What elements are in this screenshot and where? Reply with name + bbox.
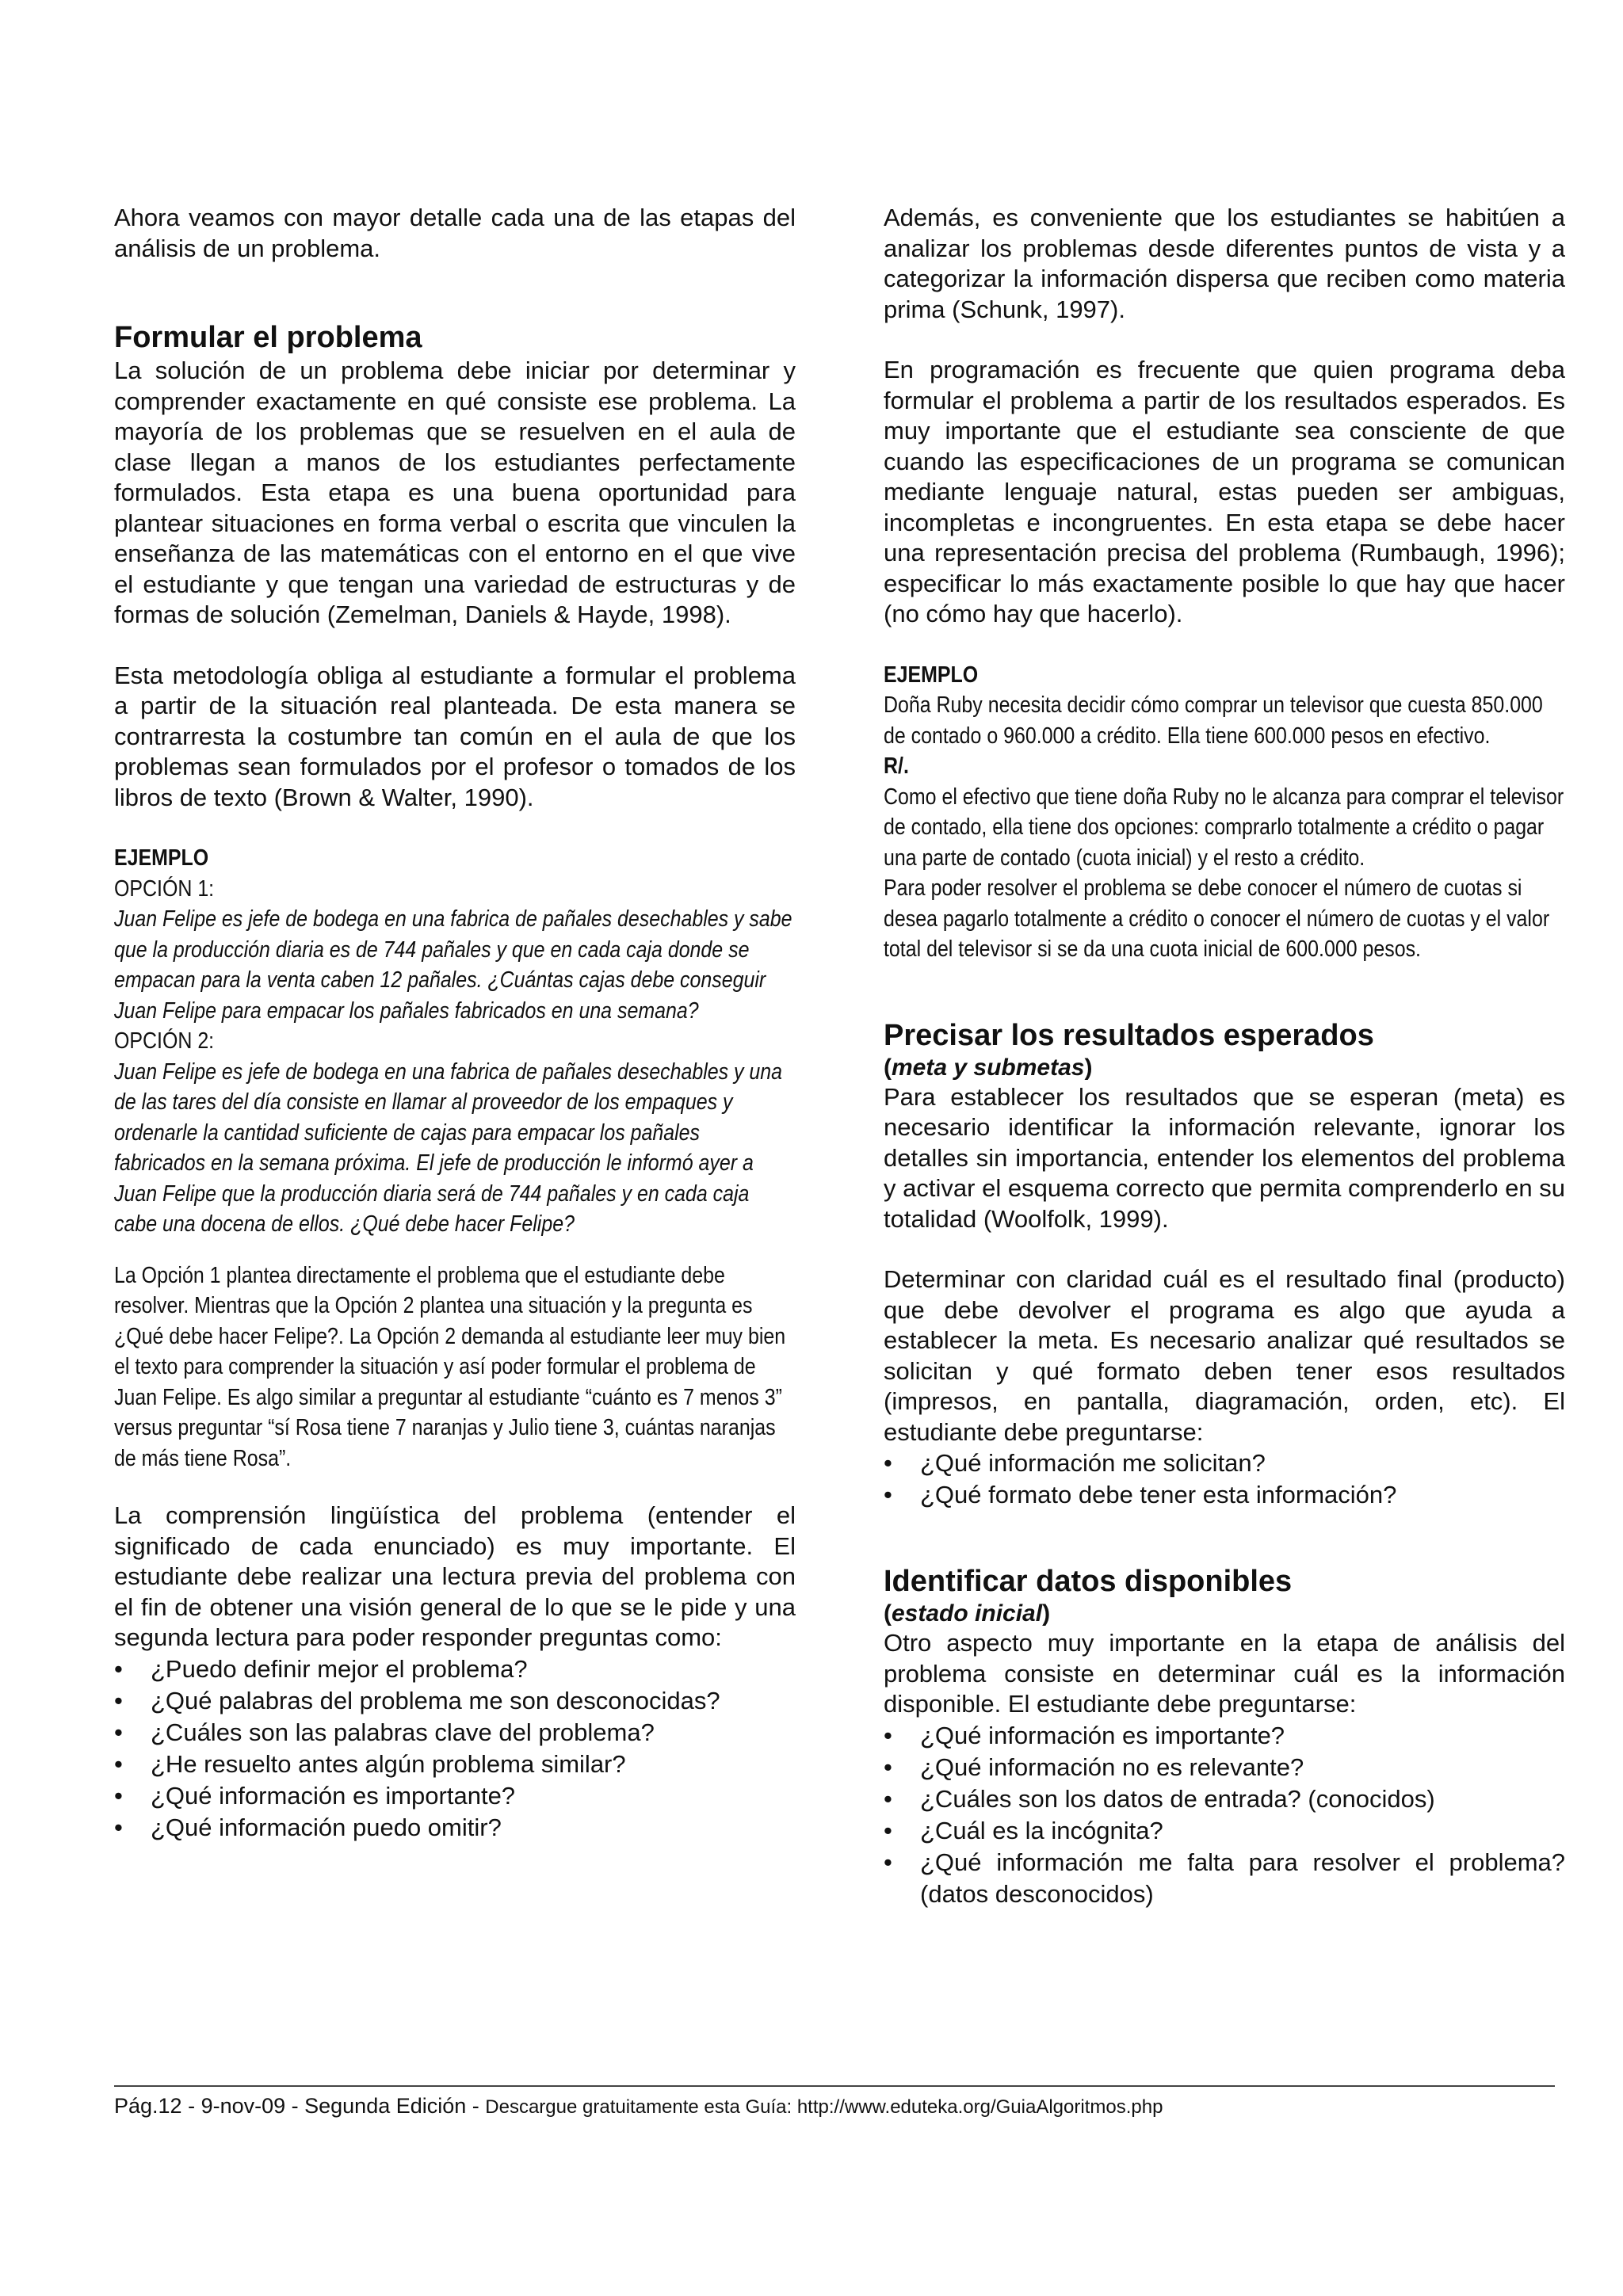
bullet-icon: • (114, 1718, 123, 1746)
right-paragraph-2: En programación es frecuente que quien programa deba formular el problema a partir de los resultados esperados. Es muy importante que el estudiante sea consciente de que cuando las especificaciones de un programa se comunican mediante lenguaje natural, estas pueden ser ambiguas, incompletas e incongruentes. En esta etapa se debe hacer una representación precisa del problema (Rumbaugh, 1996); especificar lo más exactamente posible lo que hay que hacer (no cómo hay que hacerlo). (884, 356, 1565, 627)
precisar-paragraph-1: Para establecer los resultados que se esperan (meta) es necesario identificar la información relevante, ignorar los detalles sin importancia, entender los elementos del problema y activar el esquema correcto que permita comprenderlo en su totalidad (Woolfolk, 1999). (884, 1082, 1565, 1233)
option-1-text: Juan Felipe es jefe de bodega en una fabrica de pañales desechables y sabe que la producción diaria es de 744 pañales y que en cada caja donde se empacan para la venta caben 12 pañales. ¿Cuántas cajas debe conseguir Juan Felipe para empacar los pañales fabricados en una semana? (114, 906, 792, 1024)
answer-text-2: Para poder resolver el problema se debe conocer el número de cuotas si desea pagarlo totalmente a crédito o conocer el número de cuotas y el valor total del televisor si se da una cuota inicial de 600.000 pesos. (884, 875, 1550, 962)
example-comment: La Opción 1 plantea directamente el problema que el estudiante debe resolver. Mientras que la Opción 2 plantea una situación y la pregunta es ¿Qué debe hacer Felipe?. La Opción 2 demanda al estudiante leer muy bien el texto para comprender la situación y así poder formular el problema de Juan Felipe. Es algo similar a preguntar al estudiante “cuánto es 7 menos 3” versus preguntar “sí Rosa tiene 7 naranjas y Julio tiene 3, cuántas naranjas de más tiene Rosa”. (114, 1262, 786, 1471)
list-item: • ¿Qué información es importante? (884, 1720, 1565, 1752)
list-item: • ¿Qué formato debe tener esta información? (884, 1479, 1565, 1511)
option-2-label: OPCIÓN 2: (114, 1028, 215, 1054)
identificar-paragraph: Otro aspecto muy importante en la etapa de análisis del problema consiste en determinar cuál es la información disponible. El estudiante debe preguntarse: (884, 1629, 1565, 1718)
subheading-estado-inicial: (estado inicial) (884, 1600, 1051, 1627)
list-item: • ¿Qué información puedo omitir? (114, 1812, 796, 1844)
bullet-icon: • (884, 1848, 892, 1876)
question-list-precisar (884, 1447, 1565, 1511)
formular-paragraph-1: La solución de un problema debe iniciar por determinar y comprender exactamente en qué consiste ese problema. La mayoría de los problemas que se resuelven en el aula de clase llegan a manos de los estudiantes perfectamente formulados. Esta etapa es una buena oportunidad para plantear situaciones en forma verbal o escrita que vinculen la enseñanza de las matemáticas con el entorno en el que vive el estudiante y que tengan una variedad de estructuras y de formas de solución (Zemelman, Daniels & Hayde, 1998). (114, 357, 796, 628)
list-item: • ¿Cuáles son los datos de entrada? (conocidos) (884, 1783, 1565, 1815)
right-paragraph-1: Además, es conveniente que los estudiantes se habitúen a analizar los problemas desde diferentes puntos de vista y a categorizar la información dispersa que reciben como materia prima (Schunk, 1997). (884, 204, 1565, 323)
bullet-icon: • (884, 1481, 892, 1508)
footer-download-link[interactable]: Descargue gratuitamente esta Guía: http://www.eduteka.org/GuiaAlgoritmos.php (485, 2096, 1163, 2118)
option-1-label: OPCIÓN 1: (114, 875, 215, 902)
intro-paragraph: Ahora veamos con mayor detalle cada una de las etapas del análisis de un problema. (114, 204, 796, 262)
list-item: • ¿Puedo definir mejor el problema? (114, 1653, 796, 1685)
bullet-icon: • (884, 1784, 892, 1813)
bullet-icon: • (114, 1686, 123, 1714)
list-item: • ¿Qué información me solicitan? (884, 1447, 1565, 1479)
example-text: Doña Ruby necesita decidir cómo comprar un televisor que cuesta 850.000 de contado o 960.000 a crédito. Ella tiene 600.000 pesos en efectivo. (884, 692, 1543, 749)
list-item: • ¿He resuelto antes algún problema similar? (114, 1749, 796, 1780)
bullet-icon: • (114, 1813, 123, 1841)
option-2-text: Juan Felipe es jefe de bodega en una fabrica de pañales desechables y una de las tares del día consiste en llamar al proveedor de los empaques y ordenarle la cantidad suficiente de cajas para empacar los pañales fabricados en la semana próxima. El jefe de producción le informó ayer a Juan Felipe que la producción diaria será de 744 pañales y en cada caja cabe una docena de ellos. ¿Qué debe hacer Felipe? (114, 1058, 783, 1237)
formular-paragraph-3: La comprensión lingüística del problema (entender el significado de cada enunciado) es muy importante. El estudiante debe realizar una lectura previa del problema con el fin de obtener una visión general de lo que se le pide y una segunda lectura para poder responder preguntas como: (114, 1501, 796, 1651)
example-label: EJEMPLO (884, 662, 979, 688)
answer-label: R/. (884, 753, 909, 779)
footer-page-info: Pág.12 - 9-nov-09 - Segunda Edición - (114, 2094, 486, 2118)
heading-formular-problema: Formular el problema (114, 321, 422, 354)
bullet-icon: • (884, 1753, 892, 1781)
question-list-identificar (884, 1720, 1565, 1910)
bullet-icon: • (884, 1449, 892, 1477)
list-item: • ¿Qué palabras del problema me son desconocidas? (114, 1685, 796, 1717)
list-item: • ¿Cuál es la incógnita? (884, 1815, 1565, 1847)
example-block-right (884, 660, 1565, 965)
list-item: • ¿Qué información me falta para resolver el problema? (datos desconocidos) (884, 1848, 1565, 1908)
answer-text-1: Como el efectivo que tiene doña Ruby no le alcanza para comprar el televisor de contado, ella tiene dos opciones: comprarlo totalmente a crédito o pagar una parte de contado (cuota inicial) y el resto a crédito. (884, 784, 1564, 871)
heading-precisar-resultados: Precisar los resultados esperados (884, 1018, 1374, 1052)
formular-paragraph-2: Esta metodología obliga al estudiante a formular el problema a partir de la situación real planteada. De esta manera se contrarresta la costumbre tan común en el aula de que los problemas sean formulados por el profesor o tomados de los libros de texto (Brown & Walter, 1990). (114, 661, 796, 811)
list-item: • ¿Cuáles son las palabras clave del problema? (114, 1717, 796, 1749)
heading-identificar-datos: Identificar datos disponibles (884, 1565, 1293, 1598)
bullet-icon: • (884, 1816, 892, 1844)
bullet-icon: • (884, 1721, 892, 1749)
example-label: EJEMPLO (114, 845, 209, 871)
left-column (114, 203, 796, 1844)
bullet-icon: • (114, 1654, 123, 1683)
bullet-icon: • (114, 1781, 123, 1810)
right-column (884, 203, 1565, 1910)
bullet-icon: • (114, 1749, 123, 1778)
list-item: • ¿Qué información no es relevante? (884, 1752, 1565, 1783)
footer-divider (114, 2085, 1555, 2087)
subheading-meta: (meta y submetas) (884, 1054, 1093, 1081)
example-block-left (114, 843, 796, 1474)
precisar-paragraph-2: Determinar con claridad cuál es el resultado final (producto) que debe devolver el programa es algo que ayuda a establecer la meta. Es necesario analizar qué resultados se solicitan y qué formato deben tener esos resultados (impresos, en pantalla, diagramación, orden, etc). El estudiante debe preguntarse: (884, 1265, 1565, 1446)
question-list-left (114, 1653, 796, 1844)
page-footer (114, 2092, 1163, 2121)
list-item: • ¿Qué información es importante? (114, 1780, 796, 1812)
